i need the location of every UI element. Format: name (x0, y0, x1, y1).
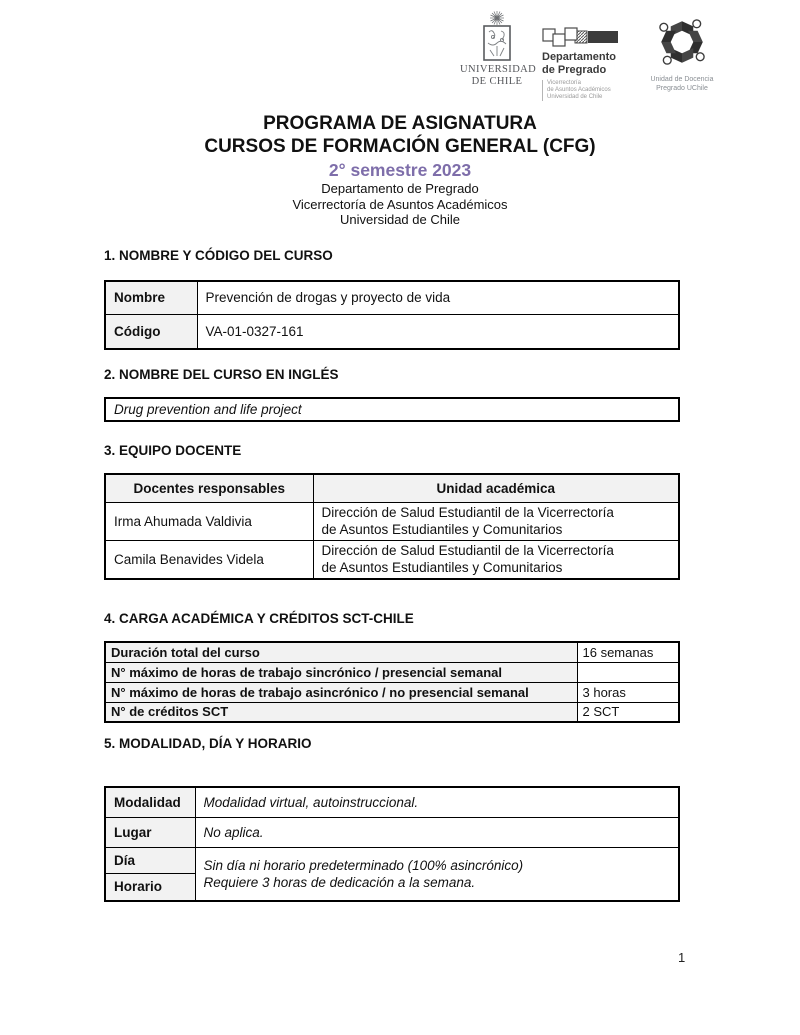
pregrado-logo-title-line2: de Pregrado (542, 63, 607, 76)
table-row (105, 503, 679, 541)
table-row (105, 682, 679, 702)
nombre-value-cell: Prevención de drogas y proyecto de vida (197, 281, 679, 315)
pregrado-logo-title-line1: Departamento (542, 51, 616, 63)
codigo-label-cell: Código (105, 315, 197, 349)
teaching-team-table (104, 473, 680, 581)
section-2-heading: 2. NOMBRE DEL CURSO EN INGLÉS (104, 366, 339, 382)
table-row (105, 847, 679, 873)
table-row (105, 817, 679, 847)
table-header-row (105, 474, 679, 503)
unidad-line1: Dirección de Salud Estudiantil de la Vicerrectoría (321, 543, 614, 558)
title-sub-universidad: Universidad de Chile (340, 212, 460, 227)
unidad-line1: Dirección de Salud Estudiantil de la Vicerrectoría (321, 505, 614, 520)
section-3-heading: 3. EQUIPO DOCENTE (104, 442, 242, 458)
document-title-line2: CURSOS DE FORMACIÓN GENERAL (CFG) (204, 136, 596, 157)
title-sub-departamento: Departamento de Pregrado (321, 181, 479, 196)
lugar-value-cell: No aplica. (195, 817, 679, 847)
english-name-table (104, 397, 680, 422)
unidad-academica-cell (313, 541, 679, 580)
uchile-crest-icon (460, 10, 534, 62)
page-number: 1 (678, 950, 686, 965)
modality-schedule-table (104, 786, 680, 902)
uchile-logo (460, 10, 537, 87)
creditos-sct-label-cell: N° de créditos SCT (105, 702, 577, 722)
duracion-label-cell: Duración total del curso (105, 642, 577, 662)
docente-name-cell: Irma Ahumada Valdivia (105, 503, 313, 541)
docentes-column-header: Docentes responsables (105, 474, 313, 503)
table-row (105, 642, 679, 662)
unidad-line2: de Asuntos Estudiantiles y Comunitarios (321, 521, 563, 537)
docencia-pinwheel-icon (656, 16, 708, 68)
course-name-code-table (104, 280, 680, 350)
unidad-column-header: Unidad académica (313, 474, 679, 503)
horas-asincronico-label-cell: N° máximo de horas de trabajo asincrónico / no presencial semanal (105, 682, 577, 702)
creditos-sct-value-cell: 2 SCT (577, 702, 679, 722)
lugar-label-cell: Lugar (105, 817, 195, 847)
table-row (105, 398, 679, 421)
section-5-heading: 5. MODALIDAD, DÍA Y HORARIO (104, 736, 312, 751)
modalidad-label-cell: Modalidad (105, 787, 195, 817)
docencia-logo-line2: Pregrado UChile (656, 84, 708, 92)
nombre-label-cell: Nombre (105, 281, 197, 315)
table-row (105, 702, 679, 722)
title-sub-vicerrectoria: Vicerrectoría de Asuntos Académicos (292, 196, 508, 212)
dia-label-cell: Día (105, 847, 195, 873)
english-name-cell: Drug prevention and life project (105, 398, 679, 421)
semester-subtitle: 2° semestre 2023 (328, 160, 472, 180)
pregrado-logo (542, 26, 630, 101)
horas-sincronico-value-cell (577, 662, 679, 682)
horario-label-cell: Horario (105, 873, 195, 901)
dia-horario-line1: Sin día ni horario predeterminado (100% asincrónico) (203, 857, 524, 873)
docencia-logo (640, 16, 724, 93)
uchile-logo-line2: DE CHILE (471, 75, 523, 87)
header-logos (460, 10, 724, 101)
docente-name-cell: Camila Benavides Videla (105, 541, 313, 580)
section-4-heading: 4. CARGA ACADÉMICA Y CRÉDITOS SCT-CHILE (104, 611, 414, 626)
pregrado-logo-sub-line1: Vicerrectoría (547, 80, 581, 86)
uchile-logo-line1: UNIVERSIDAD (460, 64, 537, 75)
document-content (104, 248, 680, 903)
dia-horario-line2: Requiere 3 horas de dedicación a la semana. (203, 874, 476, 890)
dia-horario-value-cell (195, 847, 679, 901)
pregrado-squares-icon (542, 26, 630, 48)
table-row (105, 662, 679, 682)
modalidad-value-cell: Modalidad virtual, autoinstruccional. (195, 787, 679, 817)
horas-sincronico-label-cell: N° máximo de horas de trabajo sincrónico / presencial semanal (105, 662, 577, 682)
table-row (105, 787, 679, 817)
docencia-logo-line1: Unidad de Docencia (650, 76, 714, 83)
duracion-value-cell: 16 semanas (577, 642, 679, 662)
pregrado-logo-sub-line2: de Asuntos Académicos (547, 87, 611, 93)
document-title-line1: PROGRAMA DE ASIGNATURA (263, 113, 537, 134)
table-row (105, 281, 679, 315)
codigo-value-cell: VA-01-0327-161 (197, 315, 679, 349)
unidad-academica-cell (313, 503, 679, 541)
table-row (105, 541, 679, 580)
pregrado-logo-sub-line3: Universidad de Chile (547, 94, 603, 100)
unidad-line2: de Asuntos Estudiantiles y Comunitarios (321, 559, 563, 575)
horas-asincronico-value-cell: 3 horas (577, 682, 679, 702)
section-1-heading: 1. NOMBRE Y CÓDIGO DEL CURSO (104, 247, 333, 263)
table-row (105, 315, 679, 349)
academic-load-table (104, 641, 680, 723)
